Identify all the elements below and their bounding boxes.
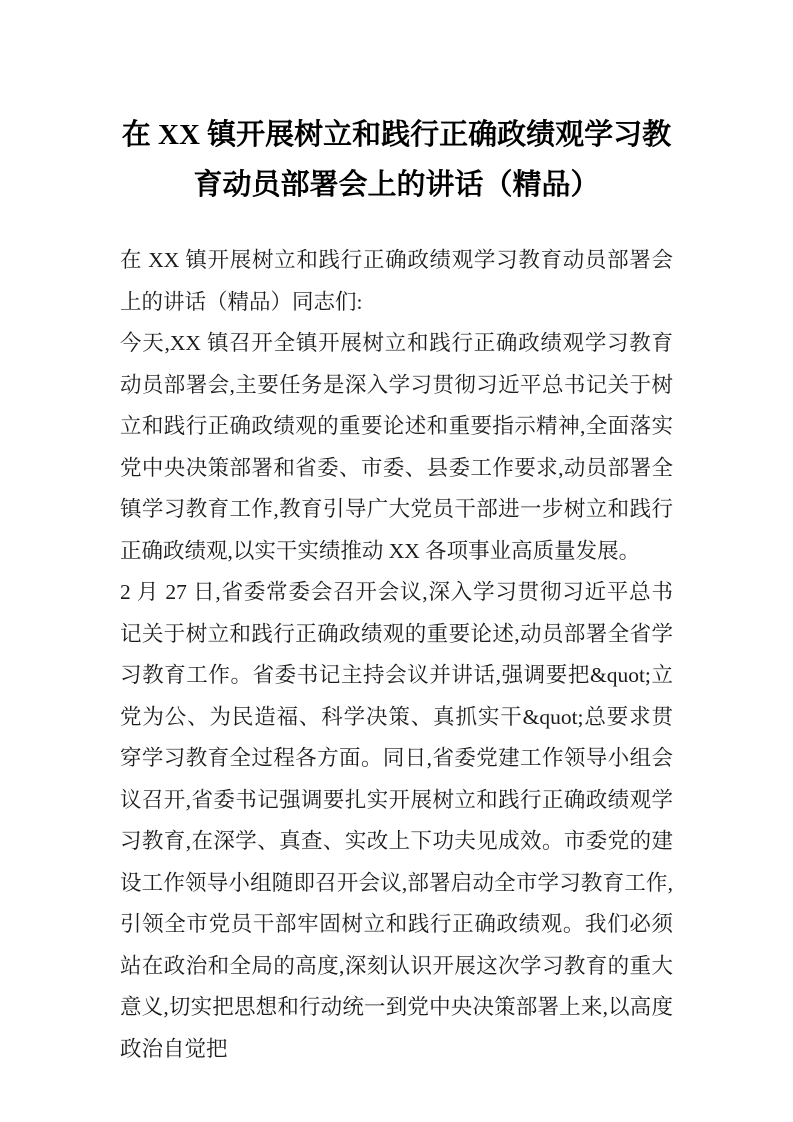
- paragraph-provincial-deployment: 2 月 27 日,省委常委会召开会议,深入学习贯彻习近平总书记关于树立和践行正确政绩观的重要论述,动员部署全省学习教育工作。省委书记主持会议并讲话,强调要把&quot;立党为公、为民造福、科学决策、真抓实干&quot;总要求贯穿学习教育全过程各方面。同日,省委党建工作领导小组会议召开,省委书记强调要扎实开展树立和践行正确政绩观学习教育,在深学、真查、实改上下功夫见成效。市委党的建设工作领导小组随即召开会议,部署启动全市学习教育工作,引领全市党员干部牢固树立和践行正确政绩观。我们必须站在政治和全局的高度,深刻认识开展这次学习教育的重大意义,切实把思想和行动统一到党中央决策部署上来,以高度政治自觉把: [120, 580, 673, 1061]
- document-title: 在 XX 镇开展树立和践行正确政绩观学习教育动员部署会上的讲话（精品）: [121, 119, 672, 201]
- document-body: [120, 240, 673, 1070]
- paragraph-meeting-purpose: 今天,XX 镇召开全镇开展树立和践行正确政绩观学习教育动员部署会,主要任务是深入学习贯彻习近平总书记关于树立和践行正确政绩观的重要论述和重要指示精神,全面落实党中央决策部署和省委、市委、县委工作要求,动员部署全镇学习教育工作,教育引导广大党员干部进一步树立和践行正确政绩观,以实干实绩推动 XX 各项事业高质量发展。: [120, 331, 673, 563]
- paragraph-salutation: 在 XX 镇开展树立和践行正确政绩观学习教育动员部署会上的讲话（精品）同志们:: [120, 248, 673, 314]
